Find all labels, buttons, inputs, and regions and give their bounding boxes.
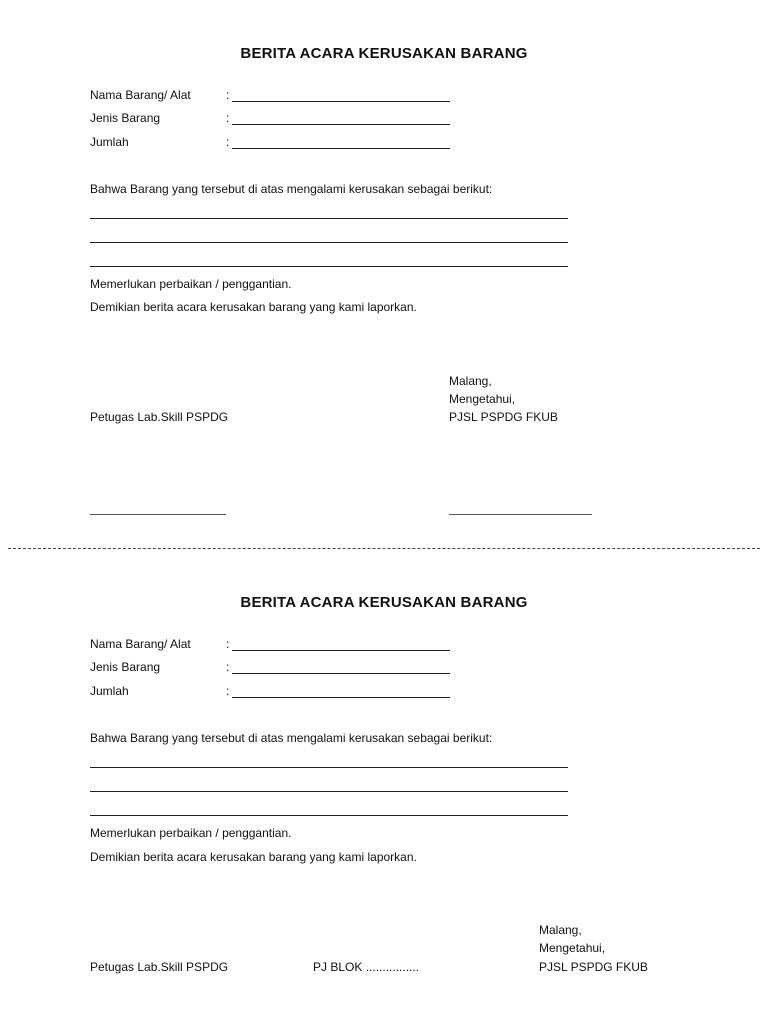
statement-text: Bahwa Barang yang tersebut di atas mengalami kerusakan sebagai berikut: xyxy=(90,182,493,196)
field-blank-nama-barang[interactable] xyxy=(232,650,450,651)
field-colon: : xyxy=(226,111,230,125)
field-label-nama-barang: Nama Barang/ Alat xyxy=(90,88,191,102)
form-title: BERITA ACARA KERUSAKAN BARANG xyxy=(240,594,528,611)
field-colon: : xyxy=(226,684,230,698)
field-blank-jenis-barang[interactable] xyxy=(232,124,450,125)
signature-line-officer[interactable] xyxy=(90,514,226,515)
officer-text: Petugas Lab.Skill PSPDG xyxy=(90,960,229,974)
closing-text: Demikian berita acara kerusakan barang yang kami laporkan. xyxy=(90,850,417,864)
damage-line-1[interactable] xyxy=(90,767,568,768)
damage-line-3[interactable] xyxy=(90,266,568,267)
damage-line-1[interactable] xyxy=(90,218,568,219)
field-label-jenis-barang: Jenis Barang xyxy=(90,660,161,674)
field-label-jumlah: Jumlah xyxy=(90,684,129,698)
repair-text: Memerlukan perbaikan / penggantian. xyxy=(90,277,292,291)
field-label-jumlah: Jumlah xyxy=(90,135,129,149)
closing-text: Demikian berita acara kerusakan barang yang kami laporkan. xyxy=(90,300,417,314)
field-blank-nama-barang[interactable] xyxy=(232,101,450,102)
place-text: Malang, xyxy=(539,923,582,937)
cut-line xyxy=(8,548,760,549)
field-colon: : xyxy=(226,637,230,651)
damage-line-3[interactable] xyxy=(90,815,568,816)
acknowledge-text: Mengetahui, xyxy=(449,392,516,406)
signature-line-approver[interactable] xyxy=(449,514,592,515)
pj-blok-text: PJ BLOK ................ xyxy=(313,960,420,974)
repair-text: Memerlukan perbaikan / penggantian. xyxy=(90,826,292,840)
damage-line-2[interactable] xyxy=(90,242,568,243)
approver-text: PJSL PSPDG FKUB xyxy=(539,960,648,974)
field-colon: : xyxy=(226,88,230,102)
officer-text: Petugas Lab.Skill PSPDG xyxy=(90,410,229,424)
form-title: BERITA ACARA KERUSAKAN BARANG xyxy=(240,45,528,62)
field-colon: : xyxy=(226,660,230,674)
field-blank-jumlah[interactable] xyxy=(232,148,450,149)
acknowledge-text: Mengetahui, xyxy=(539,941,606,955)
field-blank-jumlah[interactable] xyxy=(232,697,450,698)
damage-line-2[interactable] xyxy=(90,791,568,792)
field-colon: : xyxy=(226,135,230,149)
field-blank-jenis-barang[interactable] xyxy=(232,673,450,674)
statement-text: Bahwa Barang yang tersebut di atas mengalami kerusakan sebagai berikut: xyxy=(90,731,493,745)
field-label-nama-barang: Nama Barang/ Alat xyxy=(90,637,191,651)
place-text: Malang, xyxy=(449,374,492,388)
field-label-jenis-barang: Jenis Barang xyxy=(90,111,161,125)
approver-text: PJSL PSPDG FKUB xyxy=(449,410,558,424)
